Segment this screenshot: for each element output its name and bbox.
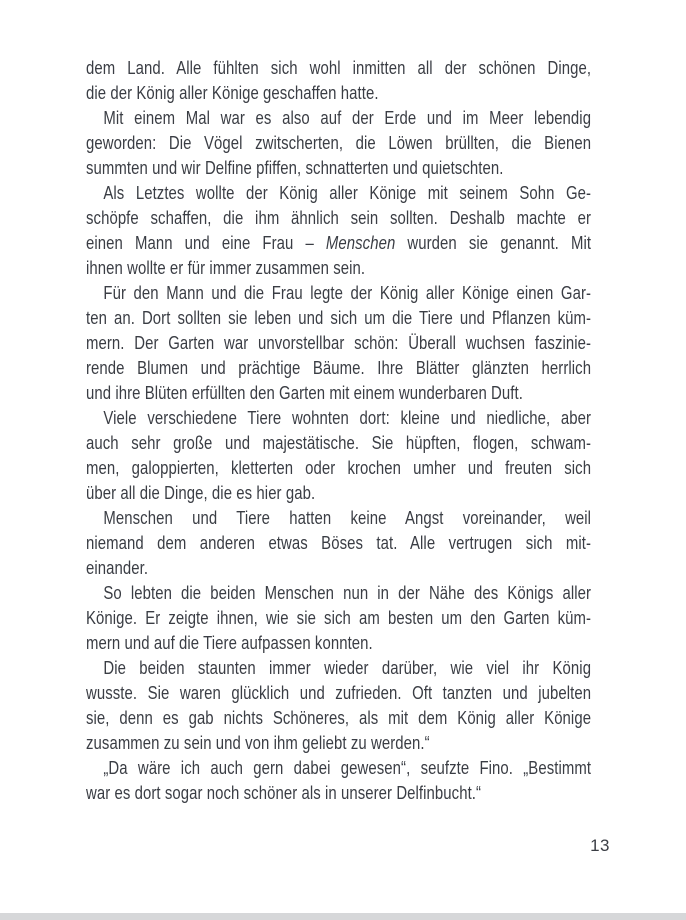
text-line: niemand dem anderen etwas Böses tat. Alle vertrugen sich mit-: [86, 533, 592, 553]
text-line: Könige. Er zeigte ihnen, wie sie sich am besten um den Garten küm-: [86, 608, 592, 628]
bottom-edge-bar: [0, 913, 686, 920]
text-line: ihnen wollte er für immer zusammen sein.: [86, 258, 366, 278]
paragraph: [86, 756, 591, 806]
paragraph: [86, 406, 591, 506]
text-line: Menschen und Tiere hatten keine Angst voreinander, weil: [103, 508, 592, 528]
text-line: Für den Mann und die Frau legte der König aller Könige einen Gar-: [103, 283, 592, 303]
text-line: einander.: [86, 558, 149, 578]
text-line: rende Blumen und prächtige Bäume. Ihre Blätter glänzten herrlich: [86, 358, 592, 378]
text-line: über all die Dinge, die es hier gab.: [86, 483, 316, 503]
page-number: 13: [590, 836, 610, 855]
text-line: Die beiden staunten immer wieder darüber, wie viel ihr König: [103, 658, 592, 678]
text-line: dem Land. Alle fühlten sich wohl inmitten all der schönen Dinge,: [86, 58, 592, 78]
paragraph: [86, 581, 591, 656]
text-line: und ihre Blüten erfüllten den Garten mit einem wunderbaren Duft.: [86, 383, 523, 403]
text-line: zusammen zu sein und von ihm geliebt zu werden.“: [86, 733, 430, 753]
paragraph: [86, 56, 591, 106]
text-line: sie, denn es gab nichts Schöneres, als mit dem König aller Könige: [86, 708, 592, 728]
text-line: summten und wir Delfine pfiffen, schnatterten und quietschten.: [86, 158, 504, 178]
paragraph: [86, 106, 591, 181]
text-line: auch sehr große und majestätische. Sie hüpften, flogen, schwam-: [86, 433, 592, 453]
text-line: wusste. Sie waren glücklich und zufrieden. Oft tanzten und jubelten: [86, 683, 592, 703]
text-line: mern. Der Garten war unvorstellbar schön: Überall wuchsen faszinie-: [86, 333, 592, 353]
text-line: men, galoppierten, kletterten oder krochen umher und freuten sich: [86, 458, 592, 478]
text-line: „Da wäre ich auch gern dabei gewesen“, seufzte Fino. „Bestimmt: [103, 758, 592, 778]
text-line: ten an. Dort sollten sie leben und sich um die Tiere und Pflanzen küm-: [86, 308, 592, 328]
text-line: die der König aller Könige geschaffen hatte.: [86, 83, 379, 103]
paragraph: [86, 656, 591, 756]
text-line: war es dort sogar noch schöner als in unserer Delfinbucht.“: [86, 783, 482, 803]
text-line: mern und auf die Tiere aufpassen konnten.: [86, 633, 373, 653]
text-block: [86, 56, 591, 806]
paragraph: [86, 281, 591, 406]
text-line: Mit einem Mal war es also auf der Erde und im Meer lebendig: [103, 108, 592, 128]
text-line: einen Mann und eine Frau – Menschen wurden sie genannt. Mit: [86, 233, 592, 253]
text-line: geworden: Die Vögel zwitscherten, die Löwen brüllten, die Bienen: [86, 133, 592, 153]
text-line: Viele verschiedene Tiere wohnten dort: kleine und niedliche, aber: [103, 408, 592, 428]
paragraph: [86, 506, 591, 581]
text-line: So lebten die beiden Menschen nun in der Nähe des Königs aller: [103, 583, 592, 603]
text-line: Als Letztes wollte der König aller Könige mit seinem Sohn Ge-: [103, 183, 592, 203]
text-line: schöpfe schaffen, die ihm ähnlich sein sollten. Deshalb machte er: [86, 208, 592, 228]
paragraph: [86, 181, 591, 281]
